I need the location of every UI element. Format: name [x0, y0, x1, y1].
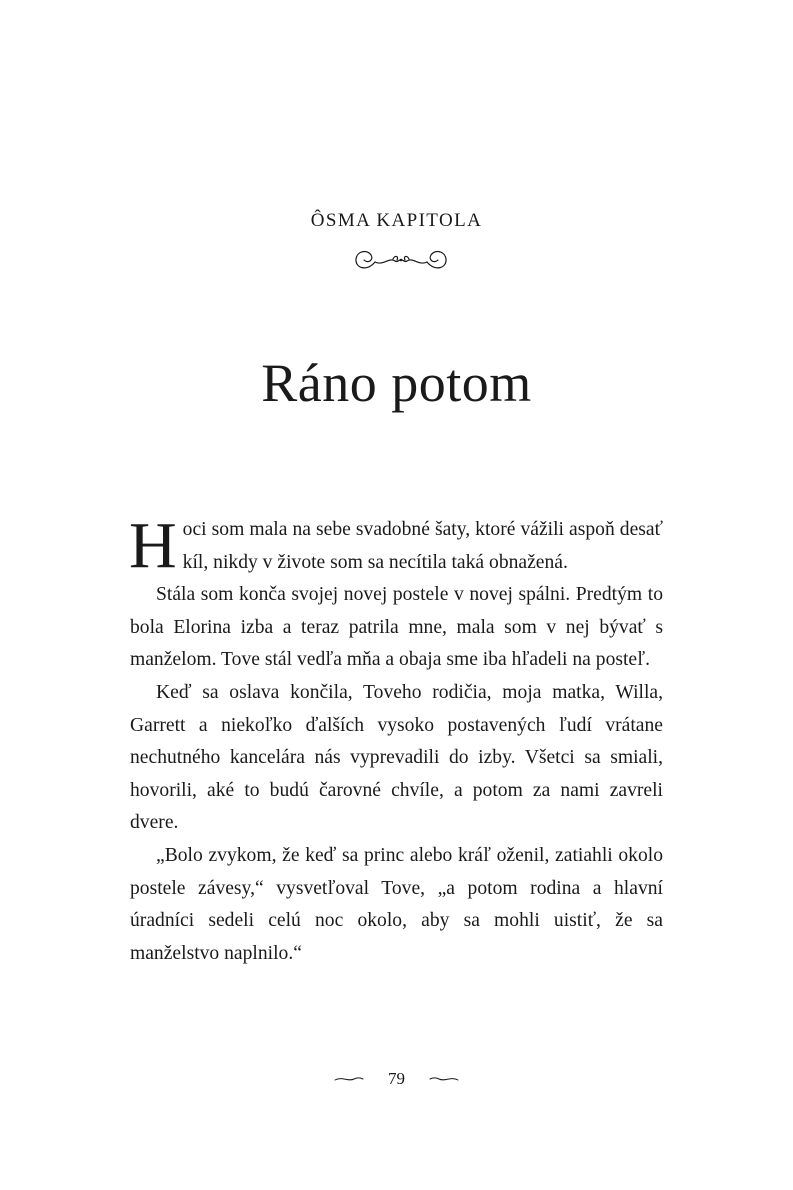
- swash-icon: [334, 1074, 364, 1084]
- paragraph-4: „Bolo zvykom, že keď sa princ alebo kráľ oženil, zatiahli okolo postele závesy,“ vysvetľoval Tove, „a potom rodina a hlavní úradníci sedeli celú noc okolo, aby sa mohli uistiť, že sa manželstvo naplnilo.“: [130, 844, 663, 964]
- paragraph-3: Keď sa oslava končila, Toveho rodičia, moja matka, Willa, Garrett a niekoľko ďalších vysoko postavených ľudí vrátane nechutného kancelára nás vyprevadili do izby. Všetci sa smiali, hovorili, aké to budú čarovné chvíle, a potom za nami zavreli dvere.: [130, 681, 663, 834]
- page-number: 79: [388, 1069, 405, 1089]
- chapter-body: [129, 509, 663, 970]
- swash-icon: [429, 1074, 459, 1084]
- chapter-label: ÔSMA KAPITOLA: [310, 210, 483, 231]
- flourish-ornament-icon: [353, 246, 449, 276]
- drop-cap: H: [129, 509, 177, 582]
- paragraph-2: Stála som konča svojej novej postele v novej spálni. Predtým to bola Elorina izba a teraz patrila mne, mala som v nej bývať s manželom. Tove stál vedľa mňa a obaja sme iba hľadeli na posteľ.: [130, 584, 663, 671]
- paragraph-1-text: oci som mala na sebe svadobné šaty, ktoré vážili aspoň desať kíl, nikdy v živote som sa necítila taká obnažená.: [182, 519, 663, 573]
- page-footer: [0, 1068, 793, 1089]
- chapter-title: Ráno potom: [261, 353, 532, 413]
- paragraph-1: [129, 509, 663, 582]
